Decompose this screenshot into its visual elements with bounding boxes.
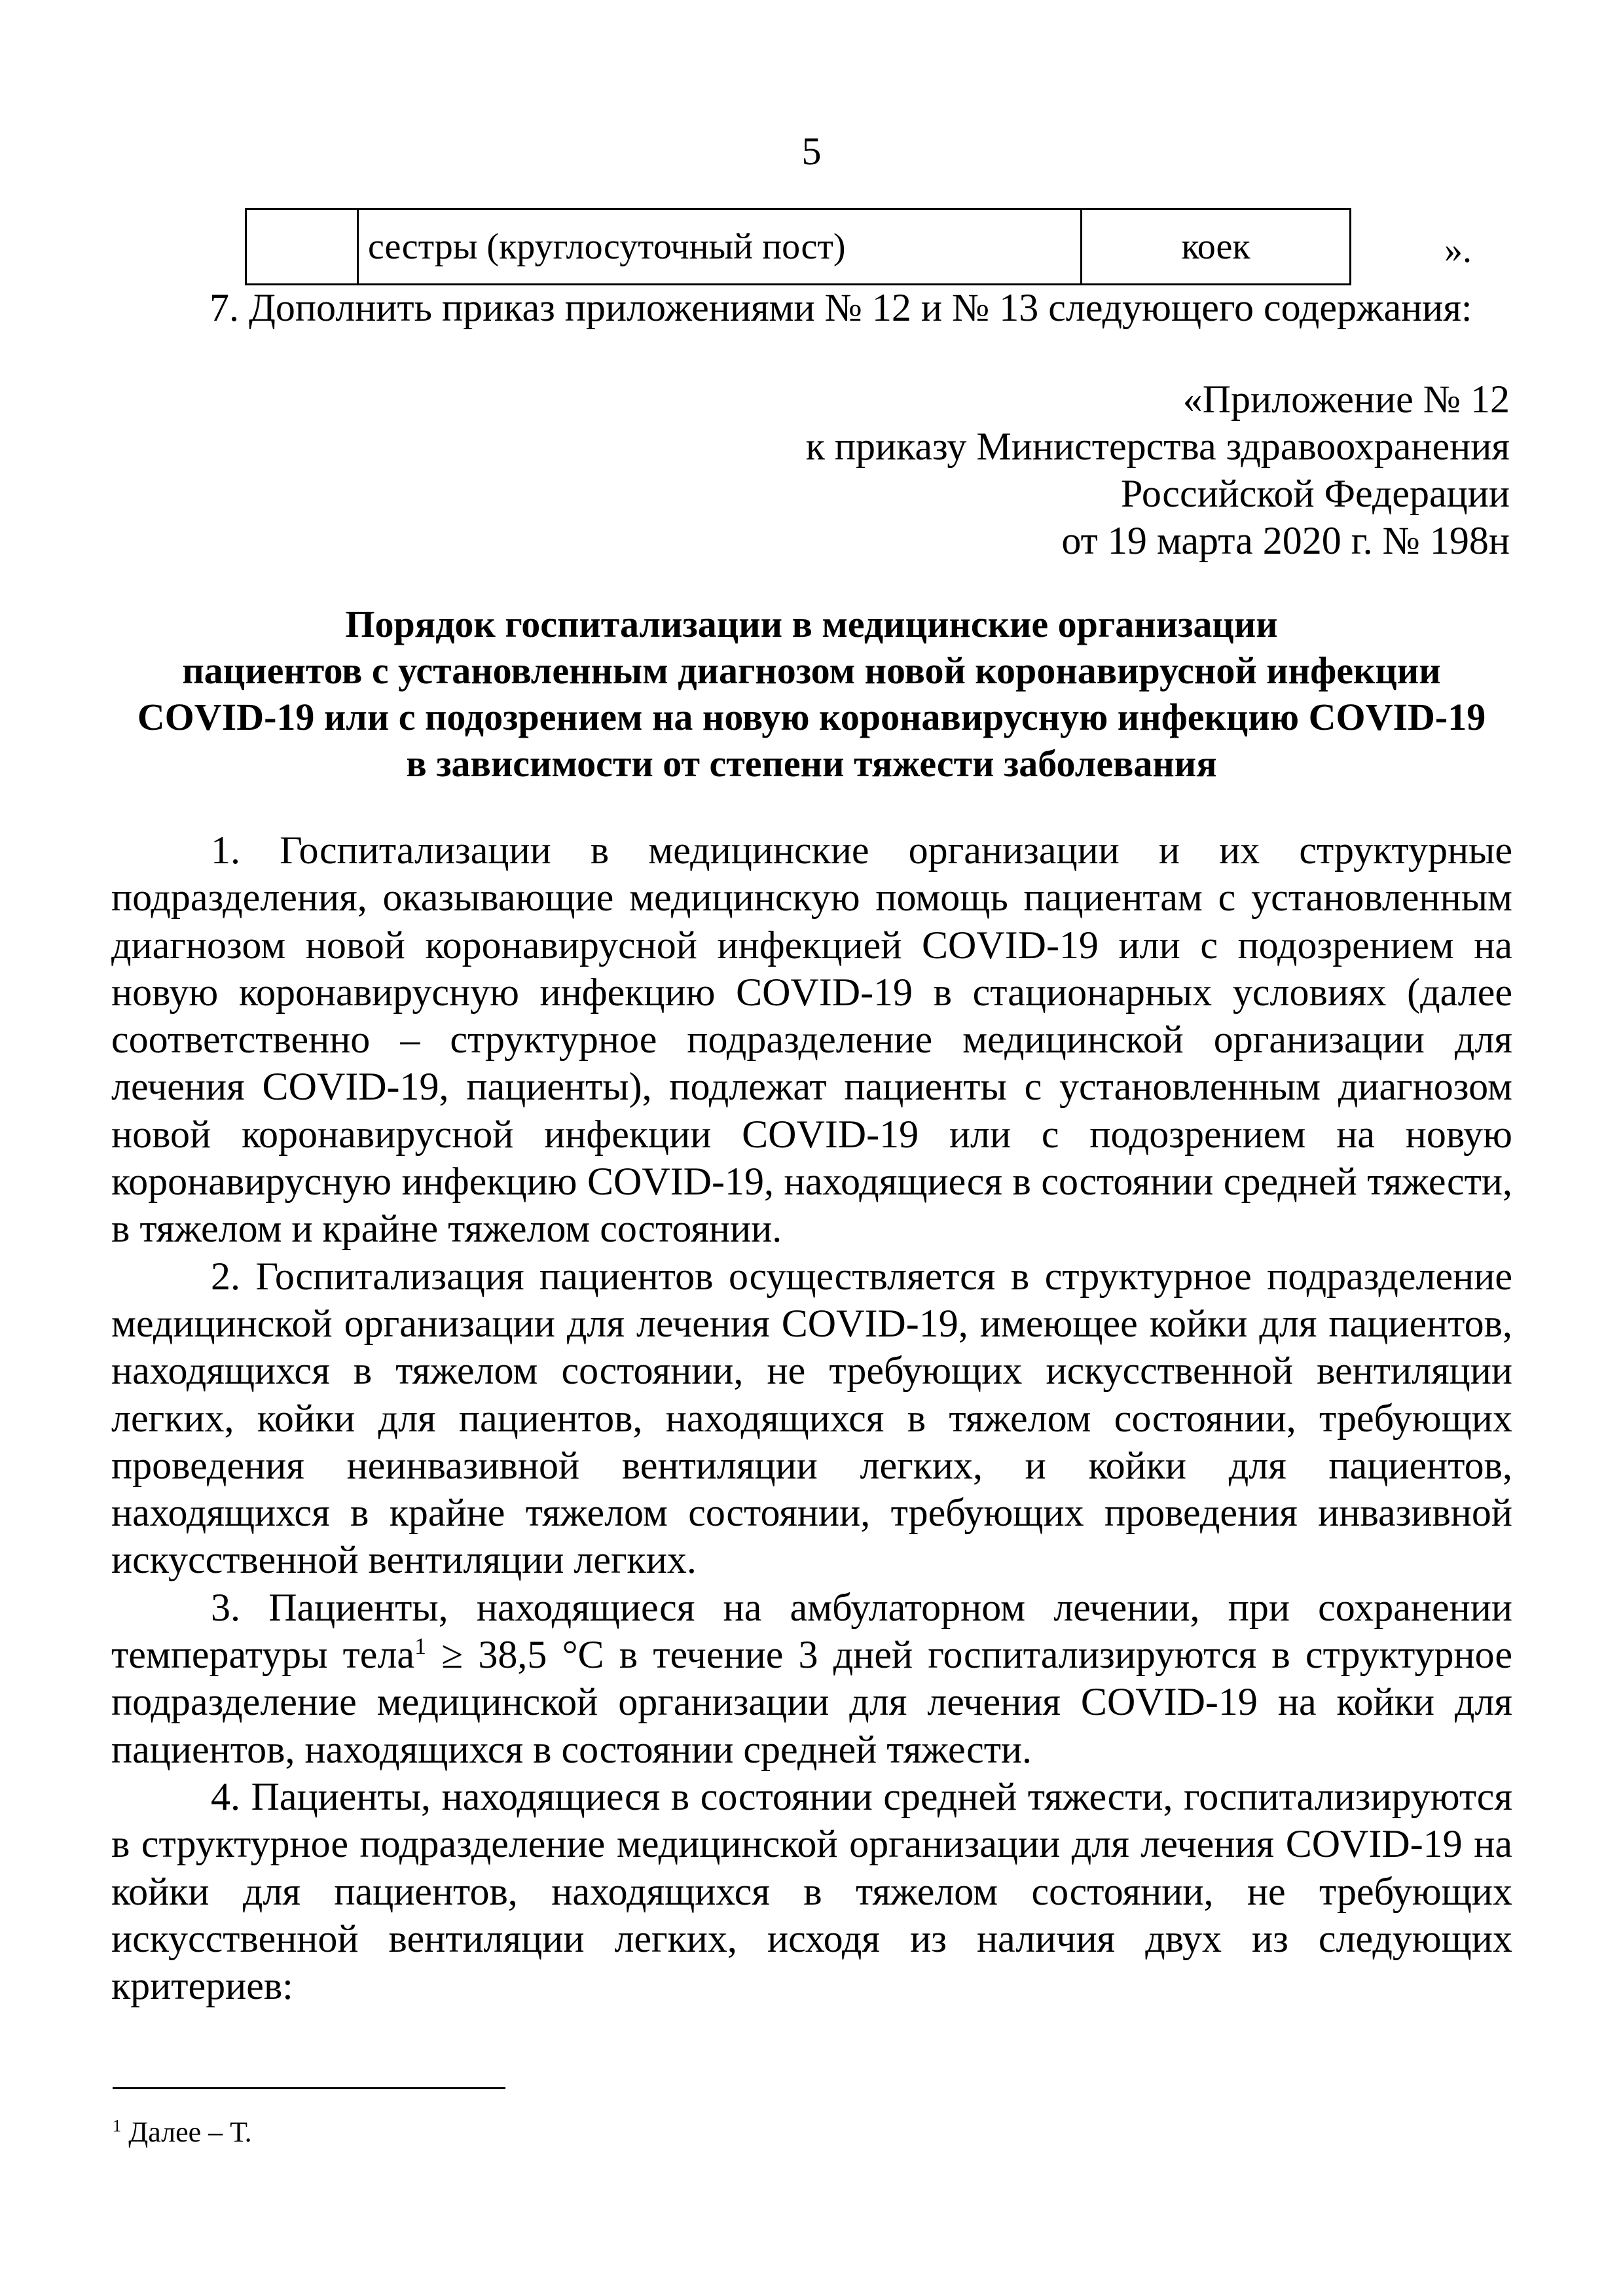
paragraph-3-text: 3. Пациенты, находящиеся на амбулаторном лечении, при сохранении температуры тела	[111, 1585, 1512, 1677]
appendix-header	[806, 376, 1510, 564]
closing-quote: ».	[1444, 230, 1472, 270]
paragraph-4: 4. Пациенты, находящиеся в состоянии средней тяжести, госпитализируются в структурное подразделение медицинской организации для лечения COVID-19 на койки для пациентов, находящихся в тяжелом состоянии, не требующих искусственной вентиляции легких, исходя из наличия двух из следующих критериев:	[111, 1774, 1512, 2008]
lead-paragraph: 7. Дополнить приказ приложениями № 12 и № 13 следующего содержания:	[210, 286, 1472, 329]
body-text	[111, 827, 1512, 2009]
table-cell-unit: коек	[1082, 209, 1351, 285]
appendix-line: Российской Федерации	[1120, 472, 1510, 515]
footnote-reference[interactable]: 1	[414, 1633, 427, 1660]
appendix-line: к приказу Министерства здравоохранения	[805, 425, 1510, 468]
paragraph-3-text-cont: ≥ 38,5 °С в течение 3 дней госпитализируются в структурное подразделение медицинской организации для лечения COVID-19 на койки для пациентов, находящихся в состоянии средней тяжести.	[111, 1633, 1512, 1771]
title-line: COVID-19 или с подозрением на новую коронавирусную инфекцию COVID-19	[137, 696, 1486, 738]
document-title	[85, 601, 1538, 787]
footnote-divider	[113, 2087, 505, 2089]
appendix-line: «Приложение № 12	[1182, 378, 1510, 421]
continued-table	[245, 208, 1351, 285]
footnote	[113, 2115, 252, 2149]
footnote-marker: 1	[113, 2115, 122, 2136]
table-cell-number	[246, 209, 358, 285]
footnote-text: Далее – Т.	[121, 2116, 252, 2148]
appendix-line: от 19 марта 2020 г. № 198н	[1061, 519, 1510, 562]
table-cell-name: сестры (круглосуточный пост)	[358, 209, 1082, 285]
title-line: пациентов с установленным диагнозом новой коронавирусной инфекции	[182, 649, 1441, 692]
paragraph-3	[111, 1584, 1512, 1773]
title-line: Порядок госпитализации в медицинские организации	[345, 603, 1278, 645]
title-line: в зависимости от степени тяжести заболевания	[406, 742, 1217, 785]
page-number: 5	[801, 130, 822, 173]
paragraph-1: 1. Госпитализации в медицинские организации и их структурные подразделения, оказывающие медицинскую помощь пациентам с установленным диагнозом новой коронавирусной инфекцией COVID-19 или с подозрением на новую коронавирусную инфекцию COVID-19 в стационарных условиях (далее соответственно – структурное подразделение медицинской организации для лечения COVID-19, пациенты), подлежат пациенты с установленным диагнозом новой коронавирусной инфекции COVID-19 или с подозрением на новую коронавирусную инфекцию COVID-19, находящиеся в состоянии средней тяжести, в тяжелом и крайне тяжелом состоянии.	[111, 829, 1512, 1251]
table-row	[246, 209, 1351, 285]
paragraph-2: 2. Госпитализация пациентов осуществляется в структурное подразделение медицинской организации для лечения COVID-19, имеющее койки для пациентов, находящихся в тяжелом состоянии, не требующих искусственной вентиляции легких, койки для пациентов, находящихся в тяжелом состоянии, требующих проведения неинвазивной вентиляции легких, и койки для пациентов, находящихся в крайне тяжелом состоянии, требующих проведения инвазивной искусственной вентиляции легких.	[111, 1254, 1512, 1582]
